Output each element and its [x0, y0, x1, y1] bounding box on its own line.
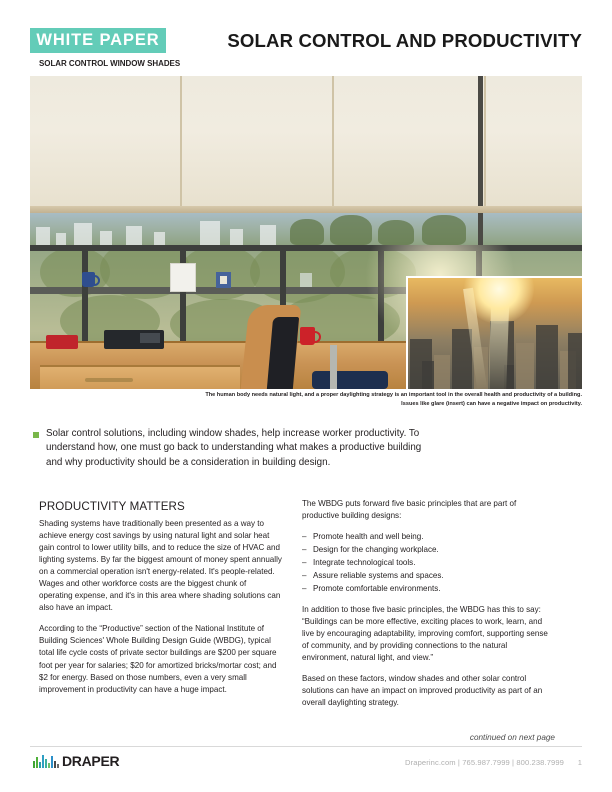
left-paragraph-1: Shading systems have traditionally been presented as a way to achieve energy cost savings by using natural light and solar heat gain control to lower utility bills, and to reduce the size of HVAC and lighting systems. By far the biggest amount of money spent annually on a commercial operation isn't energy-related. It's people-related. Wages and other workforce costs are the biggest chunk of operating expense, and it's in this area where shading solutions can also have an impact. [39, 519, 282, 613]
lead-callout-text: Solar control solutions, including window shades, help increase worker productivity. To understand how, one must go back to understanding what makes a productive building and why productivity should be a consideration in building design. [46, 428, 422, 468]
draper-wordmark: DRAPER [62, 753, 120, 769]
lead-callout [33, 427, 433, 470]
page-header [30, 26, 582, 74]
left-column [39, 498, 282, 705]
right-paragraph-2: Based on these factors, window shades and other solar control solutions can have an impact on improved productivity as part of an overall daylighting strategy. [302, 674, 543, 708]
page-title: SOLAR CONTROL AND PRODUCTIVITY [227, 30, 582, 51]
footer-divider [30, 746, 582, 747]
left-paragraph-2: According to the “Productive” section of the National Institute of Building Sciences' Whole Building Design Guide (WBDG), typical total life cycle costs of private sector buildings are $200 per square foot per year for salaries; $20 for amortized bricks/mortar cost; and $2 for energy. Based on those numbers, even a very small improvement in productivity can have a huge impact. [39, 624, 277, 694]
list-item: – Promote health and well being. [302, 531, 555, 543]
desk-pedestal [40, 365, 240, 389]
red-mug [300, 327, 315, 345]
city-view-through-glass [30, 213, 582, 245]
inset-glare-photo [406, 276, 582, 389]
bullet-square-icon [33, 432, 39, 438]
right-intro-paragraph: The WBDG puts forward five basic principles that are part of productive building designs: [302, 499, 517, 521]
red-stapler [46, 335, 78, 349]
principles-list [302, 531, 555, 595]
picture-frame [216, 272, 231, 288]
draper-bars-icon [33, 754, 59, 768]
white-paper-badge-label: WHITE PAPER [36, 31, 160, 50]
right-paragraph-1: In addition to those five basic principles, the WBDG has this to say: “Buildings can be more effective, exciting places to work, learn, and live by encouraging adaptability, improving comfort, supporting sense of community, and by providing connections to the natural environment, natural light, and view.” [302, 605, 548, 663]
hero-caption: The human body needs natural light, and a proper daylighting strategy is an important tool in the overall health and productivity of a building. Issues like glare (insert) can have a negative impact on productivity. [205, 392, 582, 408]
section-heading-productivity-matters: PRODUCTIVITY MATTERS [39, 500, 185, 513]
draper-logo[interactable] [33, 754, 119, 768]
hero-photo [30, 76, 582, 389]
window-shades-region [30, 76, 582, 213]
drawer-handle [85, 378, 133, 382]
page-number: 1 [577, 758, 582, 767]
document-subtitle: SOLAR CONTROL WINDOW SHADES [39, 58, 181, 68]
paper-sheet [170, 263, 196, 292]
list-item: – Promote comfortable environments. [302, 583, 555, 595]
list-item: – Assure reliable systems and spaces. [302, 570, 555, 582]
footer-contact: Draperinc.com | 765.987.7999 | 800.238.7999 [405, 758, 564, 767]
list-item: – Design for the changing workplace. [302, 544, 555, 556]
glass-object [300, 273, 312, 287]
blue-mug [82, 272, 95, 287]
right-column [302, 498, 555, 742]
white-paper-badge [30, 28, 166, 53]
list-item: – Integrate technological tools. [302, 557, 555, 569]
continued-note: continued on next page [469, 733, 555, 742]
